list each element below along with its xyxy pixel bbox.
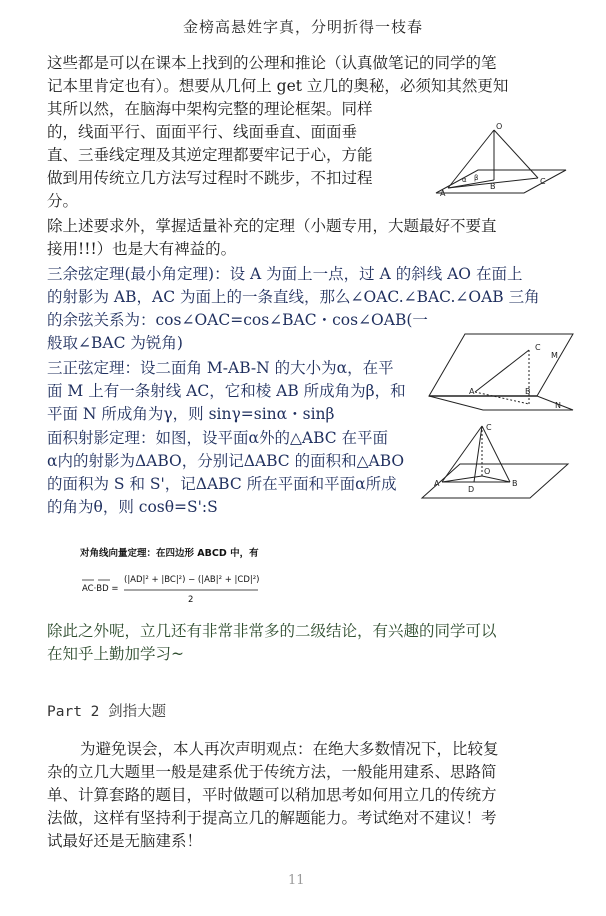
paragraph4-line4: 法做，这样有坚持利于提高立几的解题能力。考试绝对不建议！考 xyxy=(47,809,497,827)
fig3-label-o: O xyxy=(484,467,491,476)
three-cosine-line3: 的余弦关系为：cos∠OAC=cos∠BAC・cos∠OAB(一 xyxy=(47,311,428,329)
fig3-label-d: D xyxy=(468,485,475,494)
page-number: 11 xyxy=(288,873,305,888)
fig1-label-beta: β xyxy=(474,174,479,182)
part2-title: Part 2 剑指大题 xyxy=(47,704,167,720)
paragraph4-line5: 试最好还是无脑建系！ xyxy=(47,832,203,850)
formula-denominator: 2 xyxy=(188,595,194,605)
three-sine-line3: 平面 N 所成角为γ，则 sinγ=sinα・sinβ xyxy=(47,405,335,423)
paragraph3-line2: 在知乎上勤加学习~ xyxy=(47,645,184,663)
three-cosine-line1: 三余弦定理(最小角定理)：设 A 为面上一点，过 A 的斜线 AO 在面上 xyxy=(47,265,523,283)
diagonal-formula-title: 对角线向量定理：在四边形 ABCD 中，有 xyxy=(80,548,259,559)
three-cosine-line2: 的射影为 AB，AC 为面上的一条直线，那么∠OAC.∠BAC.∠OAB 三角 xyxy=(47,288,540,306)
fig2-label-a: A xyxy=(469,387,475,396)
fig1-label-o: O xyxy=(496,122,503,131)
fig1-label-alpha: α xyxy=(462,176,467,184)
area-projection-line2: α内的射影为ΔABO，分别记ΔABC 的面积和△ABO xyxy=(47,452,405,470)
paragraph2-line1: 除上述要求外，掌握适量补充的定理（小题专用，大题最好不要直 xyxy=(47,217,497,235)
paragraph1-line6: 做到用传统立几方法写过程时不跳步，不扣过程 xyxy=(47,169,373,187)
three-sine-line1: 三正弦定理：设二面角 M-AB-N 的大小为α，在平 xyxy=(47,359,394,377)
three-sine-line2: 面 M 上有一条射线 AC，它和棱 AB 所成角为β，和 xyxy=(47,382,406,400)
page-header: 金榜高悬姓字真，分明折得一枝春 xyxy=(182,18,423,36)
three-sine-figure xyxy=(425,330,575,412)
fig1-label-c: C xyxy=(540,177,546,186)
diagonal-formula xyxy=(80,545,280,605)
paragraph1-line3: 其所以然，在脑海中架构完整的理论框架。同样 xyxy=(47,100,373,118)
fig3-label-b: B xyxy=(512,479,518,488)
fig2-label-b: B xyxy=(525,387,531,396)
area-projection-line1: 面积射影定理：如图，设平面α外的△ABC 在平面 xyxy=(47,429,389,447)
fig3-label-c: C xyxy=(486,423,492,432)
paragraph1-line4: 的，线面平行、面面平行、线面垂直、面面垂 xyxy=(47,123,358,141)
fig1-label-b: B xyxy=(490,182,496,191)
paragraph1-line1: 这些都是可以在课本上找到的公理和推论（认真做笔记的同学的笔 xyxy=(47,54,497,72)
fig2-label-n: N xyxy=(555,401,561,410)
paragraph1-line5: 直、三垂线定理及其逆定理都要牢记于心，方能 xyxy=(47,146,373,164)
fig2-label-m: M xyxy=(551,351,558,360)
paragraph1-line7: 分。 xyxy=(47,192,79,210)
area-projection-line4: 的角为θ，则 cosθ=S':S xyxy=(47,498,218,516)
three-cosine-figure xyxy=(418,118,568,203)
paragraph4-line2: 杂的立几大题里一般是建系优于传统方法，一般能用建系、思路简 xyxy=(47,763,497,781)
formula-lhs: AC·BD = xyxy=(82,584,119,594)
paragraph3-line1: 除此之外呢，立几还有非常非常多的二级结论，有兴趣的同学可以 xyxy=(47,622,497,640)
paragraph4-line3: 单、计算套路的题目，平时做题可以稍加思考如何用立几的传统方 xyxy=(47,786,497,804)
three-cosine-line4: 般取∠BAC 为锐角) xyxy=(47,334,183,352)
fig1-label-a: A xyxy=(440,189,446,198)
diagonal-formula-equation xyxy=(80,565,280,615)
paragraph1-line2: 记本里肯定也有）。想要从几何上 get 立几的奥秘，必须知其然更知 xyxy=(47,77,509,95)
fig3-label-a: A xyxy=(434,479,440,488)
area-projection-figure xyxy=(420,420,570,502)
paragraph2-line2: 接用!!!）也是大有裨益的。 xyxy=(47,240,237,258)
formula-numerator: (|AD|² + |BC|²) − (|AB|² + |CD|²) xyxy=(124,575,260,585)
area-projection-line3: 的面积为 S 和 S'，记ΔABC 所在平面和平面α所成 xyxy=(47,475,397,493)
fig2-label-c: C xyxy=(535,343,541,352)
paragraph4-line1: 为避免误会，本人再次声明观点：在绝大多数情况下，比较复 xyxy=(80,740,499,758)
